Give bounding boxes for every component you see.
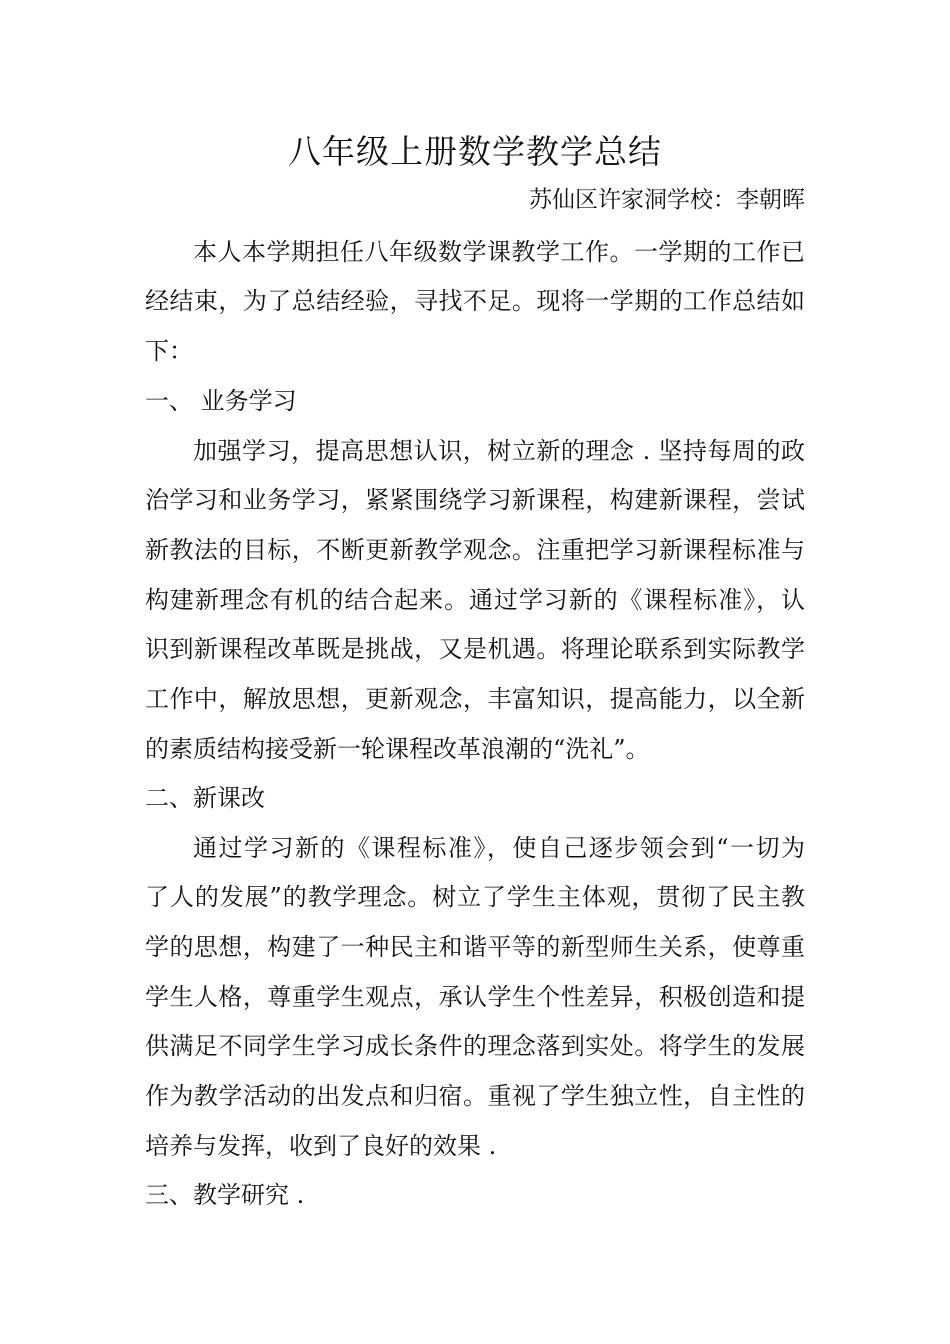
paragraph-line: 通过学习新的《课程标准》，使自己逐步领会到“一切为 <box>193 834 805 862</box>
paragraph-line: 培养与发挥，收到了良好的效果 . <box>145 1132 497 1160</box>
section-heading: 二、新课改 <box>145 784 265 812</box>
paragraph-line: 加强学习，提高思想认识，树立新的理念 . 坚持每周的政 <box>193 437 805 465</box>
paragraph-line: 治学习和业务学习，紧紧围绕学习新课程，构建新课程，尝试 <box>145 486 805 514</box>
paragraph-line: 构建新理念有机的结合起来。通过学习新的《课程标准》，认 <box>145 586 805 614</box>
paragraph-line: 学生人格，尊重学生观点，承认学生个性差异，积极创造和提 <box>145 983 805 1011</box>
intro-line: 下： <box>145 337 193 365</box>
intro-line: 本人本学期担任八年级数学课教学工作。一学期的工作已 <box>193 238 805 266</box>
paragraph-line: 供满足不同学生学习成长条件的理念落到实处。将学生的发展 <box>145 1032 805 1060</box>
document-title: 八年级上册数学教学总结 <box>288 132 662 171</box>
paragraph-line: 学的思想，构建了一种民主和谐平等的新型师生关系，使尊重 <box>145 933 805 961</box>
author-line: 苏仙区许家洞学校：李朝晖 <box>529 187 805 213</box>
paragraph-line: 了人的发展”的教学理念。树立了学生主体观，贯彻了民主教 <box>145 883 805 911</box>
intro-line: 经结束，为了总结经验，寻找不足。现将一学期的工作总结如 <box>145 287 805 315</box>
paragraph-line: 识到新课程改革既是挑战，又是机遇。将理论联系到实际教学 <box>145 635 805 663</box>
paragraph-line: 工作中，解放思想，更新观念，丰富知识，提高能力，以全新 <box>145 685 805 713</box>
paragraph-line: 新教法的目标，不断更新教学观念。注重把学习新课程标准与 <box>145 536 805 564</box>
section-heading: 一、 业务学习 <box>145 387 297 415</box>
section-heading: 三、教学研究 . <box>145 1181 305 1209</box>
paragraph-line: 作为教学活动的出发点和归宿。重视了学生独立性，自主性的 <box>145 1082 805 1110</box>
paragraph-line: 的素质结构接受新一轮课程改革浪潮的“洗礼”。 <box>145 735 650 763</box>
